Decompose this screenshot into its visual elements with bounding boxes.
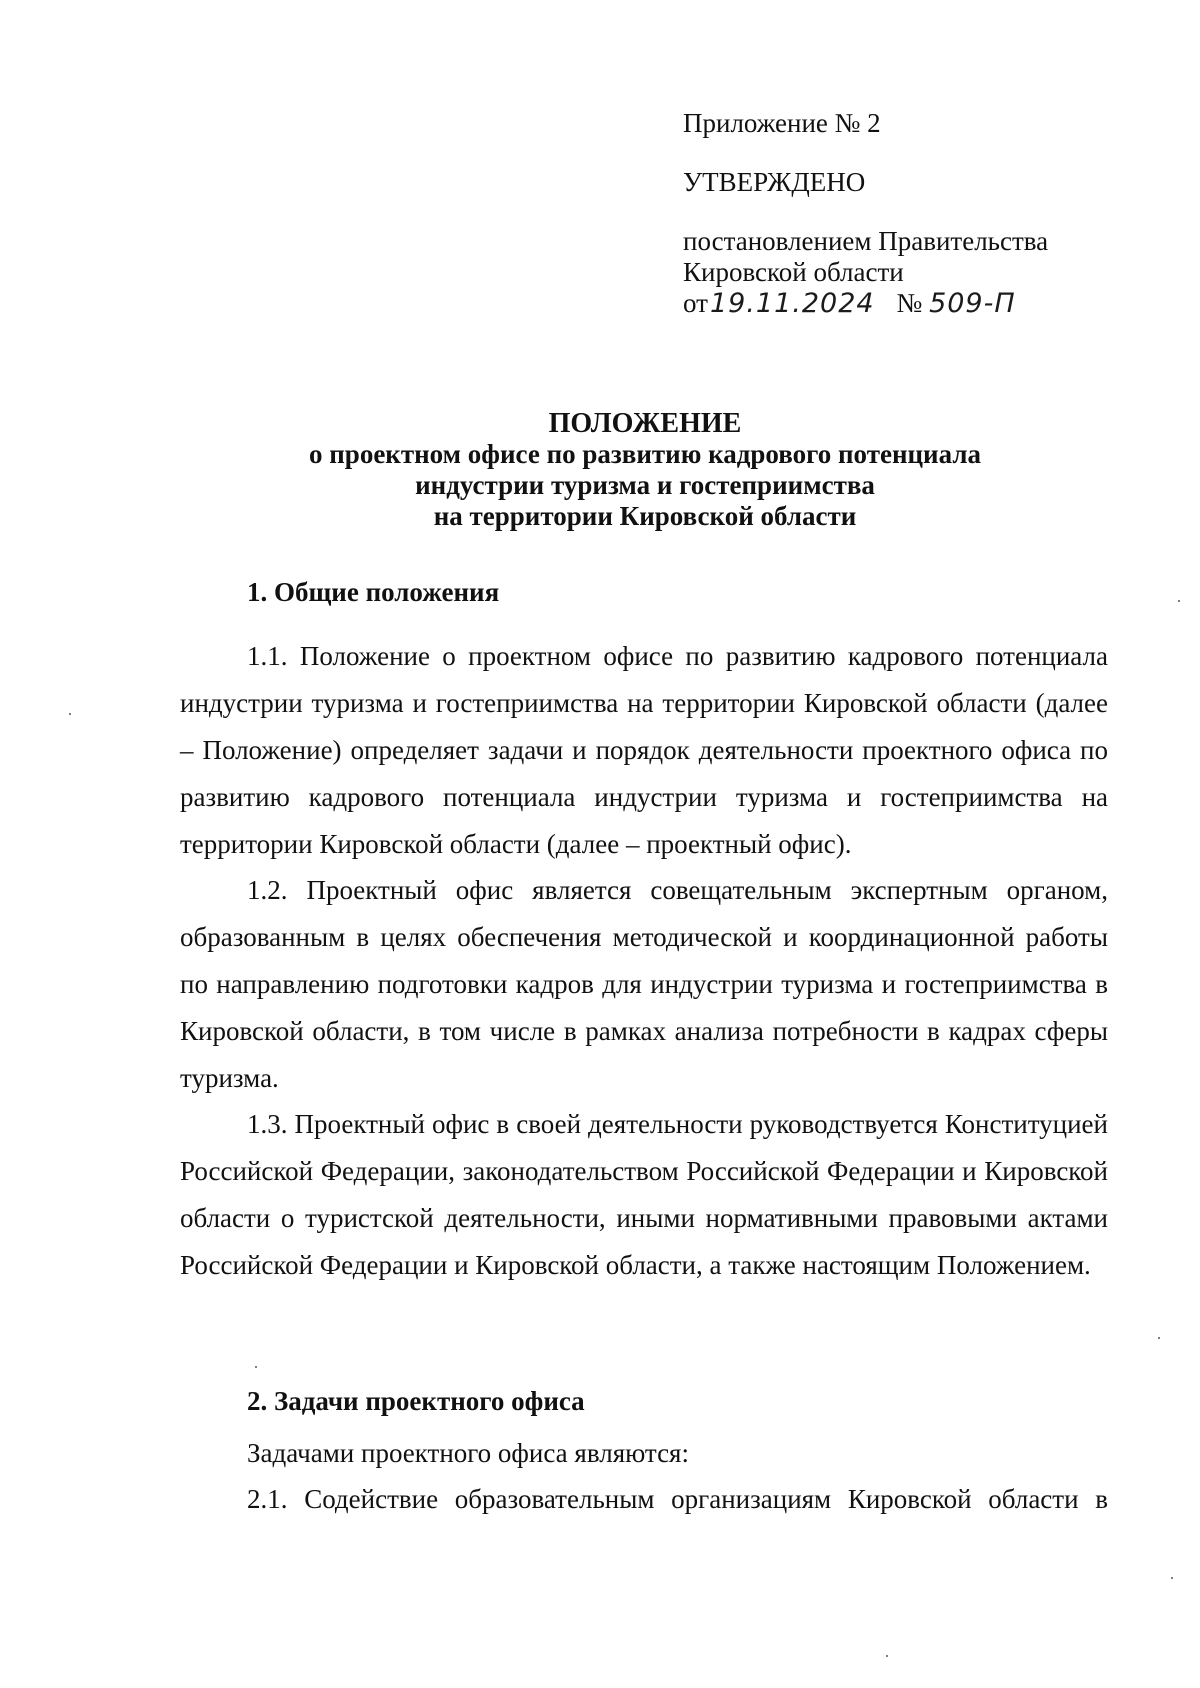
- section-2-intro: Задачами проектного офиса являются:: [247, 1438, 689, 1468]
- decree-date-number-line: [683, 288, 1123, 319]
- title-line-1: о проектном офисе по развитию кадрового потенциала: [309, 439, 981, 469]
- title-line-3: на территории Кировской области: [433, 501, 857, 531]
- approval-stamp-block: [683, 108, 1123, 319]
- paragraph-1-1: 1.1. Положение о проектном офисе по развитию кадрового потенциала индустрии туризма и гостеприимства на территории Кировской области (далее – Положение) определяет задачи и порядок деятельности проектного офиса по развитию кадрового потенциала индустрии туризма и гостеприимства на территории Кировской области (далее – проектный офис).: [180, 641, 1108, 859]
- scan-speck: [1158, 1337, 1160, 1339]
- handwritten-date: 19.11.2024: [709, 288, 875, 319]
- scan-speck: [1171, 1577, 1173, 1579]
- title-main: ПОЛОЖЕНИЕ: [548, 408, 742, 439]
- section-1-heading: 1. Общие положения: [247, 577, 500, 607]
- scan-speck: [255, 1366, 257, 1368]
- paragraph-1-3: 1.3. Проектный офис в своей деятельности руководствуется Конституцией Российской Федерации, законодательством Российской Федерации и Кировской области о туристской деятельности, иными нормативными правовыми актами Российской Федерации и Кировской области, а также настоящим Положением.: [180, 1109, 1108, 1280]
- decree-line-2: Кировской области: [683, 257, 904, 287]
- paragraph-2-1: 2.1. Содействие образовательным организациям Кировской области в: [247, 1484, 1108, 1514]
- date-prefix: от: [683, 288, 708, 318]
- appendix-label: Приложение № 2: [683, 108, 881, 138]
- scan-speck: [69, 713, 71, 715]
- scan-speck: [1178, 600, 1180, 602]
- decree-line-1: постановлением Правительства: [683, 226, 1049, 256]
- section-2-heading: 2. Задачи проектного офиса: [247, 1386, 585, 1416]
- scan-speck: [886, 1655, 888, 1657]
- number-prefix: №: [896, 288, 923, 318]
- handwritten-number: 509-П: [929, 288, 1016, 319]
- title-line-2: индустрии туризма и гостеприимства: [415, 470, 875, 500]
- paragraph-1-2: 1.2. Проектный офис является совещательным экспертным органом, образованным в целях обеспечения методической и координационной работы по направлению подготовки кадров для индустрии туризма и гостеприимства в Кировской области, в том числе в рамках анализа потребности в кадрах сферы туризма.: [180, 875, 1108, 1093]
- approved-label: УТВЕРЖДЕНО: [683, 167, 866, 197]
- document-title: [0, 408, 1200, 532]
